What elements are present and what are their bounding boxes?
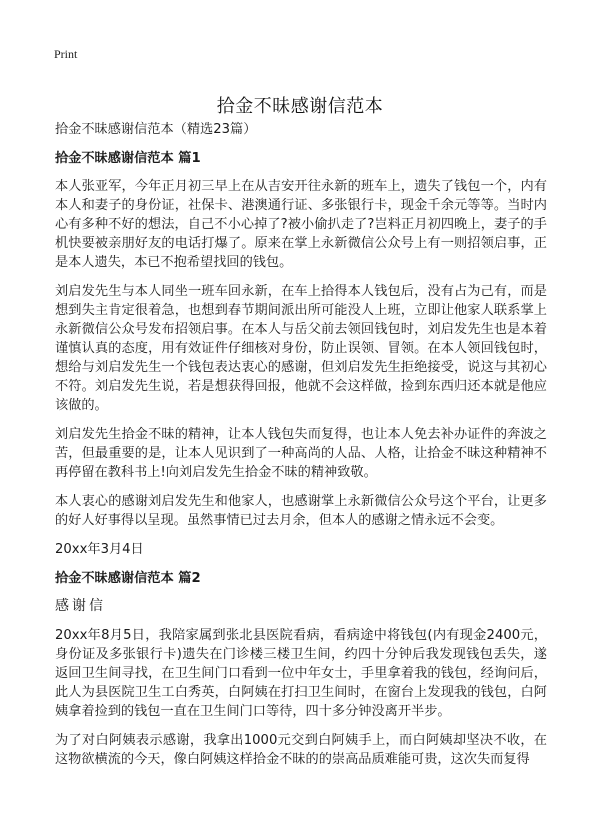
paragraph: 为了对白阿姨表示感谢，我拿出1000元交到白阿姨手上，而白阿姨却坚决不收，在这物欲横流的今天，像白阿姨这样拾金不昧的的崇高品质难能可贵，这次失而复得 (55, 733, 547, 767)
document-body (55, 120, 547, 779)
letter-date: 20xx年3月4日 (55, 542, 144, 557)
section-1 (55, 149, 547, 559)
paragraph: 刘启发先生与本人同坐一班车回永新，在车上拾得本人钱包后，没有占为己有，而是想到失主肯定很着急，也想到春节期间派出所可能没人上班，立即让他家人联系掌上永新微信公众号发布招领启事。在本人与岳父前去领回钱包时，刘启发先生也是本着谨慎认真的态度，用有效证件仔细核对身份，防止误领、冒领。在本人领回钱包时，想给与刘启发先生一个钱包表达衷心的感谢，但刘启发先生拒绝接受，说这与其初心不符。刘启发先生说，若是想获得回报，他就不会这样做，捡到东西归还本就是他应该做的。 (55, 284, 547, 413)
section-heading: 拾金不昧感谢信范本 篇1 (55, 151, 201, 166)
paragraph: 本人衷心的感谢刘启发先生和他家人，也感谢掌上永新微信公众号这个平台，让更多的好人好事得以呈现。虽然事情已过去月余，但本人的感谢之情永远不会变。 (55, 494, 547, 528)
paragraph: 本人张亚军，今年正月初三早上在从吉安开往永新的班车上，遗失了钱包一个，内有本人和妻子的身份证，社保卡、港澳通行证、多张银行卡，现金千余元等等。当时内心有多种不好的想法，自己不小心掉了?被小偷扒走了?岂料正月初四晚上，妻子的手机快要被亲朋好友的电话打爆了。原来在掌上永新微信公众号上有一则招领启事，正是本人遗失，本已不抱希望找回的钱包。 (55, 179, 547, 270)
document-subtitle: 拾金不昧感谢信范本（精选23篇） (55, 122, 257, 137)
section-heading: 拾金不昧感谢信范本 篇2 (55, 571, 201, 586)
page-title: 拾金不昧感谢信范本 (216, 96, 384, 118)
print-label: Print (54, 47, 78, 61)
paragraph: 刘启发先生拾金不昧的精神，让本人钱包失而复得，也让本人免去补办证件的奔波之苦，但最重要的是，让本人见识到了一种高尚的人品、人格，让拾金不昧这种精神不再停留在教科书上!向刘启发先生拾金不昧的精神致敬。 (55, 427, 547, 480)
paragraph: 20xx年8月5日，我陪家属到张北县医院看病，看病途中将钱包(内有现金2400元，身份证及多张银行卡)遗失在门诊楼三楼卫生间，约四十分钟后我发现钱包丢失，遂返回卫生间寻找，在卫生间门口看到一位中年女士，手里拿着我的钱包，经询问后，此人为县医院卫生工白秀英，白阿姨在打扫卫生间时，在窗台上发现我的钱包，白阿姨拿着捡到的钱包一直在卫生间门口等待，四十多分钟没离开半步。 (55, 628, 547, 719)
section-2 (55, 569, 547, 769)
letter-salutation: 感谢信 (55, 598, 106, 614)
